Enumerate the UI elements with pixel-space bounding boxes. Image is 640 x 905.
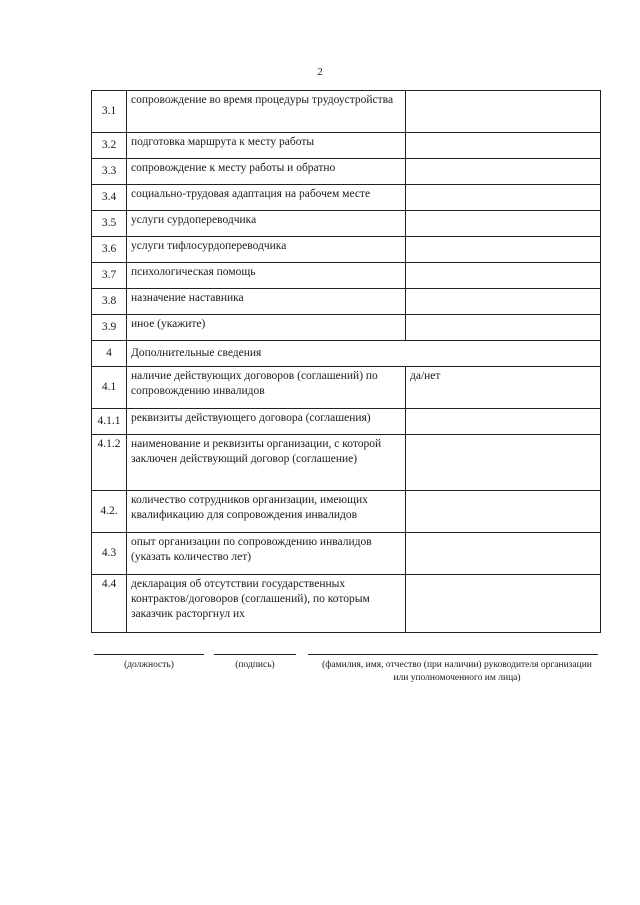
row-number: 3.2 <box>92 133 127 159</box>
table-row <box>92 211 601 237</box>
row-value <box>406 315 601 341</box>
row-description: сопровождение во время процедуры трудоустройства <box>127 91 406 133</box>
section-number: 4 <box>92 341 127 367</box>
row-description: услуги тифлосурдопереводчика <box>127 237 406 263</box>
table-row <box>92 409 601 435</box>
row-description: декларация об отсутствии государственных контрактов/договоров (соглашений), по которым заказчик расторгнул их <box>127 575 406 633</box>
row-number: 3.3 <box>92 159 127 185</box>
row-number: 4.2. <box>92 491 127 533</box>
row-description: опыт организации по сопровождению инвалидов (указать количество лет) <box>127 533 406 575</box>
row-value <box>406 159 601 185</box>
row-description: подготовка маршрута к месту работы <box>127 133 406 159</box>
table-row <box>92 133 601 159</box>
section-title: Дополнительные сведения <box>127 341 601 367</box>
row-description: социально-трудовая адаптация на рабочем месте <box>127 185 406 211</box>
table-row <box>92 237 601 263</box>
name-line <box>308 654 598 655</box>
name-label: (фамилия, имя, отчество (при наличии) руководителя организации или уполномоченного им лица) <box>322 660 592 683</box>
table-row <box>92 315 601 341</box>
row-number: 4.1.1 <box>92 409 127 435</box>
row-value <box>406 533 601 575</box>
row-description: наименование и реквизиты организации, с которой заключен действующий договор (соглашение) <box>127 435 406 491</box>
row-number: 3.8 <box>92 289 127 315</box>
row-value <box>406 289 601 315</box>
page-number: 2 <box>317 66 323 78</box>
row-number: 3.7 <box>92 263 127 289</box>
row-description: назначение наставника <box>127 289 406 315</box>
row-description: реквизиты действующего договора (соглашения) <box>127 409 406 435</box>
row-number: 4.4 <box>92 575 127 633</box>
row-value <box>406 185 601 211</box>
signature-label: (подпись) <box>235 660 275 670</box>
services-table <box>91 90 601 633</box>
row-number: 4.3 <box>92 533 127 575</box>
row-description: наличие действующих договоров (соглашений) по сопровождению инвалидов <box>127 367 406 409</box>
position-line <box>94 654 204 655</box>
row-value <box>406 237 601 263</box>
row-value <box>406 435 601 491</box>
row-value: да/нет <box>406 367 601 409</box>
position-label: (должность) <box>124 660 174 670</box>
row-value <box>406 133 601 159</box>
row-value <box>406 211 601 237</box>
table-row <box>92 263 601 289</box>
section-header-row <box>92 341 601 367</box>
table-row <box>92 159 601 185</box>
row-number: 4.1 <box>92 367 127 409</box>
table-row <box>92 533 601 575</box>
row-number: 4.1.2 <box>92 435 127 491</box>
table-row <box>92 91 601 133</box>
row-number: 3.1 <box>92 91 127 133</box>
row-value <box>406 409 601 435</box>
row-description: психологическая помощь <box>127 263 406 289</box>
row-number: 3.6 <box>92 237 127 263</box>
row-description: сопровождение к месту работы и обратно <box>127 159 406 185</box>
table-row <box>92 491 601 533</box>
table-row <box>92 185 601 211</box>
table-row <box>92 575 601 633</box>
row-number: 3.9 <box>92 315 127 341</box>
row-value <box>406 491 601 533</box>
row-number: 3.5 <box>92 211 127 237</box>
row-description: услуги сурдопереводчика <box>127 211 406 237</box>
row-description: количество сотрудников организации, имеющих квалификацию для сопровождения инвалидов <box>127 491 406 533</box>
row-description: иное (укажите) <box>127 315 406 341</box>
row-value <box>406 575 601 633</box>
signature-line <box>214 654 296 655</box>
row-number: 3.4 <box>92 185 127 211</box>
table-row <box>92 435 601 491</box>
row-value <box>406 91 601 133</box>
row-value <box>406 263 601 289</box>
table-row <box>92 289 601 315</box>
table-row <box>92 367 601 409</box>
